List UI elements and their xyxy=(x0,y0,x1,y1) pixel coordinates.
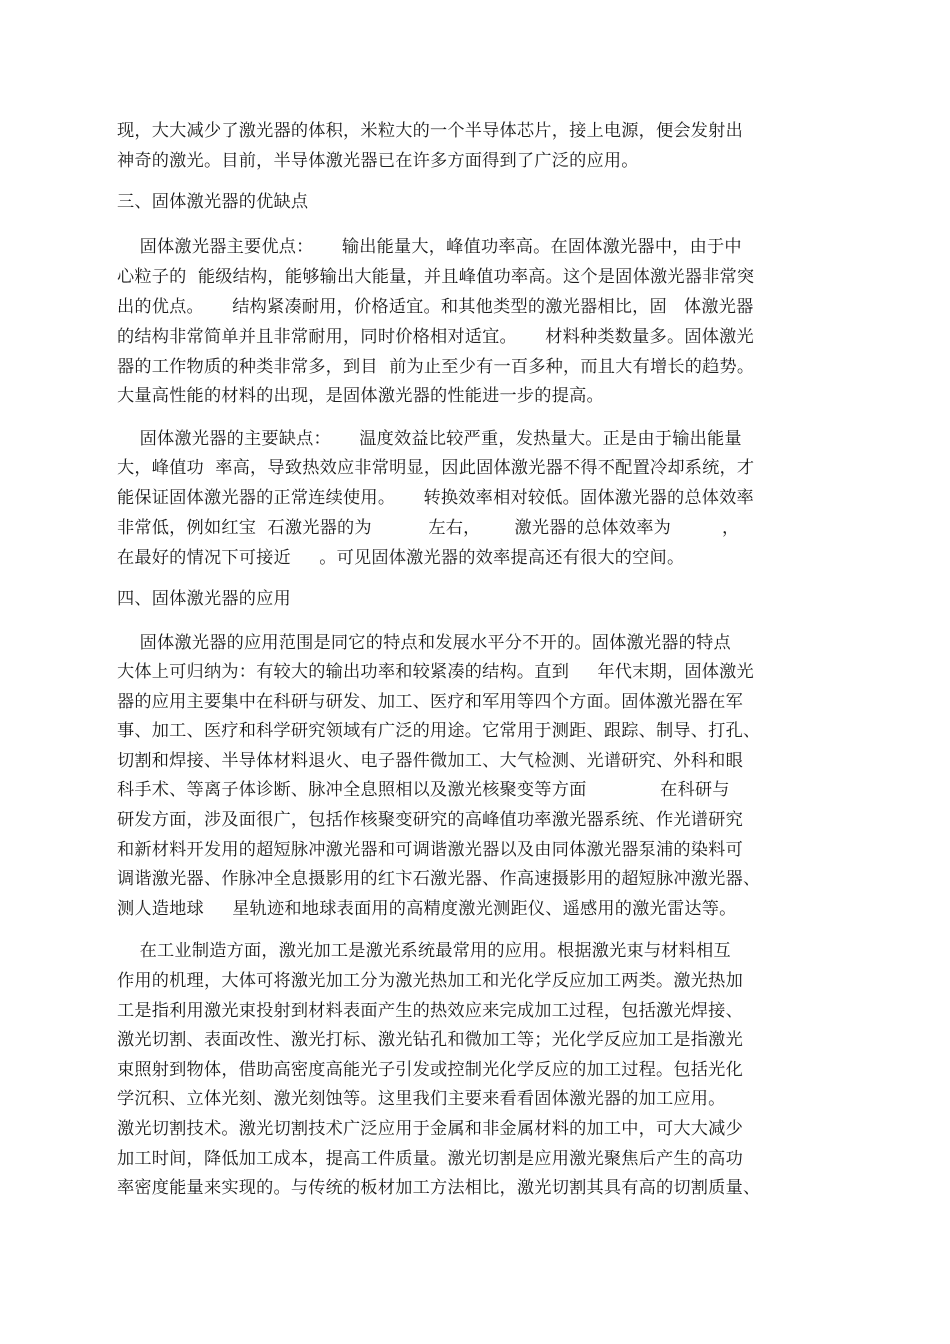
text-line: 固体激光器的应用范围是同它的特点和发展水平分不开的。固体激光器的特点 xyxy=(117,633,731,653)
text-line: 大，峰值功 率高，导致热效应非常明显，因此固体激光器不得不配置冷却系统，才 xyxy=(117,458,755,478)
text-line: 加工时间，降低加工成本，提高工件质量。激光切割是应用激光聚焦后产生的高功 xyxy=(117,1149,743,1169)
text-line: 事、加工、医疗和科学研究领域有广泛的用途。它常用于测距、跟踪、制导、打孔、 xyxy=(117,721,761,741)
section-heading: 三、固体激光器的优缺点 xyxy=(117,192,309,212)
text-line: 率密度能量来实现的。与传统的板材加工方法相比，激光切割其具有高的切割质量、 xyxy=(117,1178,761,1198)
text-line: 在最好的情况下可接近 。可见固体激光器的效率提高还有很大的空间。 xyxy=(117,548,685,568)
text-line: 器的应用主要集中在科研与研发、加工、医疗和军用等四个方面。固体激光器在军 xyxy=(117,692,743,712)
text-line: 作用的机理，大体可将激光加工分为激光热加工和光化学反应加工两类。激光热加 xyxy=(117,971,743,991)
text-line: 心粒子的 能级结构，能够输出大能量，并且峰值功率高。这个是固体激光器非常突 xyxy=(117,267,755,287)
text-line: 器的工作物质的种类非常多，到目 前为止至少有一百多种，而且大有增长的趋势。 xyxy=(117,357,755,377)
text-line: 和新材料开发用的超短脉冲激光器和可调谐激光器以及由同体激光器泵浦的染料可 xyxy=(117,840,743,860)
text-line: 束照射到物体，借助高密度高能光子引发或控制光化学反应的加工过程。包括光化 xyxy=(117,1060,743,1080)
text-line: 大体上可归纳为：有较大的输出功率和较紧凑的结构。直到 年代末期，固体激光 xyxy=(117,662,754,682)
text-line: 科手术、等离子体诊断、脉冲全息照相以及激光核聚变等方面 在科研与 xyxy=(117,780,730,800)
text-line: 大量高性能的材料的出现，是固体激光器的性能进一步的提高。 xyxy=(117,386,604,406)
text-line: 研发方面，涉及面很广，包括作核聚变研究的高峰值功率激光器系统、作光谱研究 xyxy=(117,810,743,830)
text-line: 工是指利用激光束投射到材料表面产生的热效应来完成加工过程，包括激光焊接、 xyxy=(117,1001,743,1021)
text-line: 固体激光器的主要缺点： 温度效益比较严重，发热量大。正是由于输出能量 xyxy=(117,429,742,449)
text-line: 能保证固体激光器的正常连续使用。 转换效率相对较低。固体激光器的总体效率 xyxy=(117,488,754,508)
text-line: 在工业制造方面，激光加工是激光系统最常用的应用。根据激光束与材料相互 xyxy=(117,941,731,961)
text-line: 非常低，例如红宝 石激光器的为 左右， 激光器的总体效率为 ， xyxy=(117,518,740,538)
text-line: 神奇的激光。目前，半导体激光器已在许多方面得到了广泛的应用。 xyxy=(117,151,639,171)
text-line: 出的优点。 结构紧凑耐用，价格适宜。和其他类型的激光器相比，固 体激光器 xyxy=(117,297,754,317)
text-line: 调谐激光器、作脉冲全息摄影用的红卞石激光器、作高速摄影用的超短脉冲激光器、 xyxy=(117,869,761,889)
text-line: 激光切割技术。激光切割技术广泛应用于金属和非金属材料的加工中，可大大减少 xyxy=(117,1119,743,1139)
section-heading: 四、固体激光器的应用 xyxy=(117,589,291,609)
text-line: 固体激光器主要优点： 输出能量大，峰值功率高。在固体激光器中，由于中 xyxy=(117,237,742,257)
text-line: 测人造地球 星轨迹和地球表面用的高精度激光测距仪、遥感用的激光雷达等。 xyxy=(117,899,737,919)
text-line: 激光切割、表面改性、激光打标、激光钻孔和微加工等；光化学反应加工是指激光 xyxy=(117,1030,743,1050)
text-line: 学沉积、立体光刻、激光刻蚀等。这里我们主要来看看固体激光器的加工应用。 xyxy=(117,1089,726,1109)
text-line: 切割和焊接、半导体材料退火、电子器件微加工、大气检测、光谱研究、外科和眼 xyxy=(117,751,743,771)
text-line: 的结构非常简单并且非常耐用，同时价格相对适宜。 材料种类数量多。固体激光 xyxy=(117,327,754,347)
text-line: 现，大大减少了激光器的体积，米粒大的一个半导体芯片，接上电源，便会发射出 xyxy=(117,121,743,141)
